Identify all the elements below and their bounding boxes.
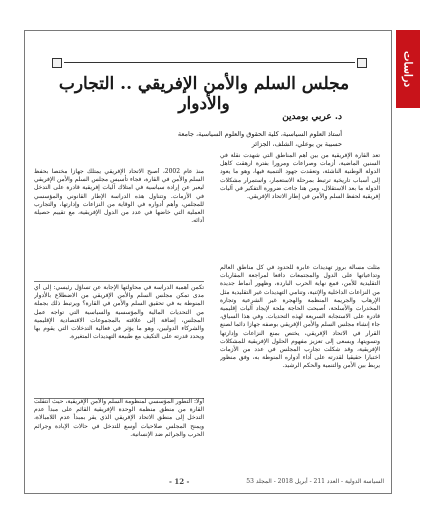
highlight-box: [34, 281, 204, 399]
page-footer: [34, 478, 384, 488]
affiliation-line: حسيبة بن بوعلي، الشلف، الجزائر: [251, 140, 342, 148]
journal-info: السياسة الدولية - العدد 211 - أبريل 2018 - المجلد 53: [246, 478, 384, 485]
ornament-line: [64, 62, 355, 63]
author-name: د. عربي بومدين: [282, 112, 342, 122]
ornament-box-left: [52, 58, 62, 68]
body-text-left-bottom: أولا: التطور المؤسسي لمنظومة السلم والأمن الإفريقية، حيث انتقلت القارة من منطق منظمة الوحدة الإفريقية القائم على مبدأ عدم التدخل إلى منطق الاتحاد الإفريقي الذي يقر بمبدأ عدم اللامبالاة، ويمنح المجلس صلاحيات أوسع للتدخل في حالات الإبادة وجرائم الحرب والجرائم ضد الإنسانية.: [34, 398, 204, 438]
abstract-right: تعد القارة الإفريقية من بين أهم المناطق التي شهدت نقلة في السنين الماضية، أزمات وصراعات ومرورا بفترة ارهقت كاهل الدولة الوطنية الناشئة، وتعقدت جهود التنمية فيها، وهو ما يعود إلى أسباب تاريخية ترتبط بمرحلة الاستعمار، واستمرار مشكلات الدولة ما بعد الاستقلال، ومن هنا جاءت ضرورة التفكير في آليات إفريقية لحفظ السلم والأمن في إطار الاتحاد الإفريقي.: [220, 152, 380, 201]
body-text-right: مثلت مسألة بروز تهديدات عابرة للحدود في كل مناطق العالم وتداعياتها على الدول والمجتمعات دافعا لمراجعة المقاربات التقليدية للأمن، فمع نهاية الحرب الباردة، وظهور أنماط جديدة من النزاعات الداخلية والإثنية، وتنامي التهديدات غير التقليدية مثل الإرهاب والجريمة المنظمة والهجرة غير الشرعية وتجارة المخدرات والأسلحة، أصبحت الحاجة ملحة لإيجاد آليات إقليمية قادرة على الاستجابة السريعة لهذه التحديات. وفي هذا السياق، جاء إنشاء مجلس السلم والأمن الإفريقي بوصفه جهازا دائما لصنع القرار في الاتحاد الإفريقي، يختص بمنع النزاعات وإدارتها وتسويتها، ويسعى إلى تعزيز مفهوم الحلول الإفريقية للمشكلات الإفريقية، وقد شكلت تجارب المجلس في عدد من الأزمات اختبارا حقيقيا لقدرته على أداء أدواره المنوطة به، وفق منظور يربط بين الأمن والتنمية والحكم الرشيد.: [220, 264, 380, 370]
abstract-left: تكمن أهمية الدراسة في محاولتها الإجابة عن تساؤل رئيسي: إلى أي مدى تمكن مجلس السلم والأمن الإفريقي من الاضطلاع بالأدوار المنوطة به في تحقيق السلم والأمن في القارة؟ ويرتبط ذلك بجملة من التحديات المالية والمؤسسية والسياسية التي تواجه عمل المجلس، إضافة إلى علاقته بالمجموعات الاقتصادية الإقليمية والشركاء الدوليين، وهو ما يؤثر في فعالية التدخلات التي يقوم بها ويحدد قدرته على التكيف مع طبيعة التهديدات المتغيرة.: [34, 284, 204, 341]
article-title: مجلس السلم والأمن الإفريقي .. التجارب والأدوار: [58, 74, 350, 114]
section-tab: [396, 30, 420, 108]
body-text-left-top: منذ عام 2002، أصبح الاتحاد الإفريقي يمتلك جهازا مختصا بحفظ السلم والأمن في القارة، فجاء تأسيس مجلس السلم والأمن الإفريقي ليعبر عن إرادة سياسية في امتلاك آليات إفريقية قادرة على التدخل في الأزمات. وتتناول هذه الدراسة الإطار القانوني والمؤسسي للمجلس، وأهم أدواره في الوقاية من النزاعات وإدارتها، والتجارب العملية التي خاضها في عدد من الدول الإفريقية، مع تقييم حصيلة أدائه.: [34, 168, 204, 225]
title-ornament: [52, 58, 367, 70]
page-number: - 12 -: [169, 477, 190, 486]
author-affiliation: [92, 129, 342, 149]
affiliation-line: أستاذ العلوم السياسية، كلية الحقوق والعلوم السياسية، جامعة: [177, 130, 342, 138]
section-label: دراسات: [401, 50, 415, 88]
ornament-box-right: [357, 58, 367, 68]
